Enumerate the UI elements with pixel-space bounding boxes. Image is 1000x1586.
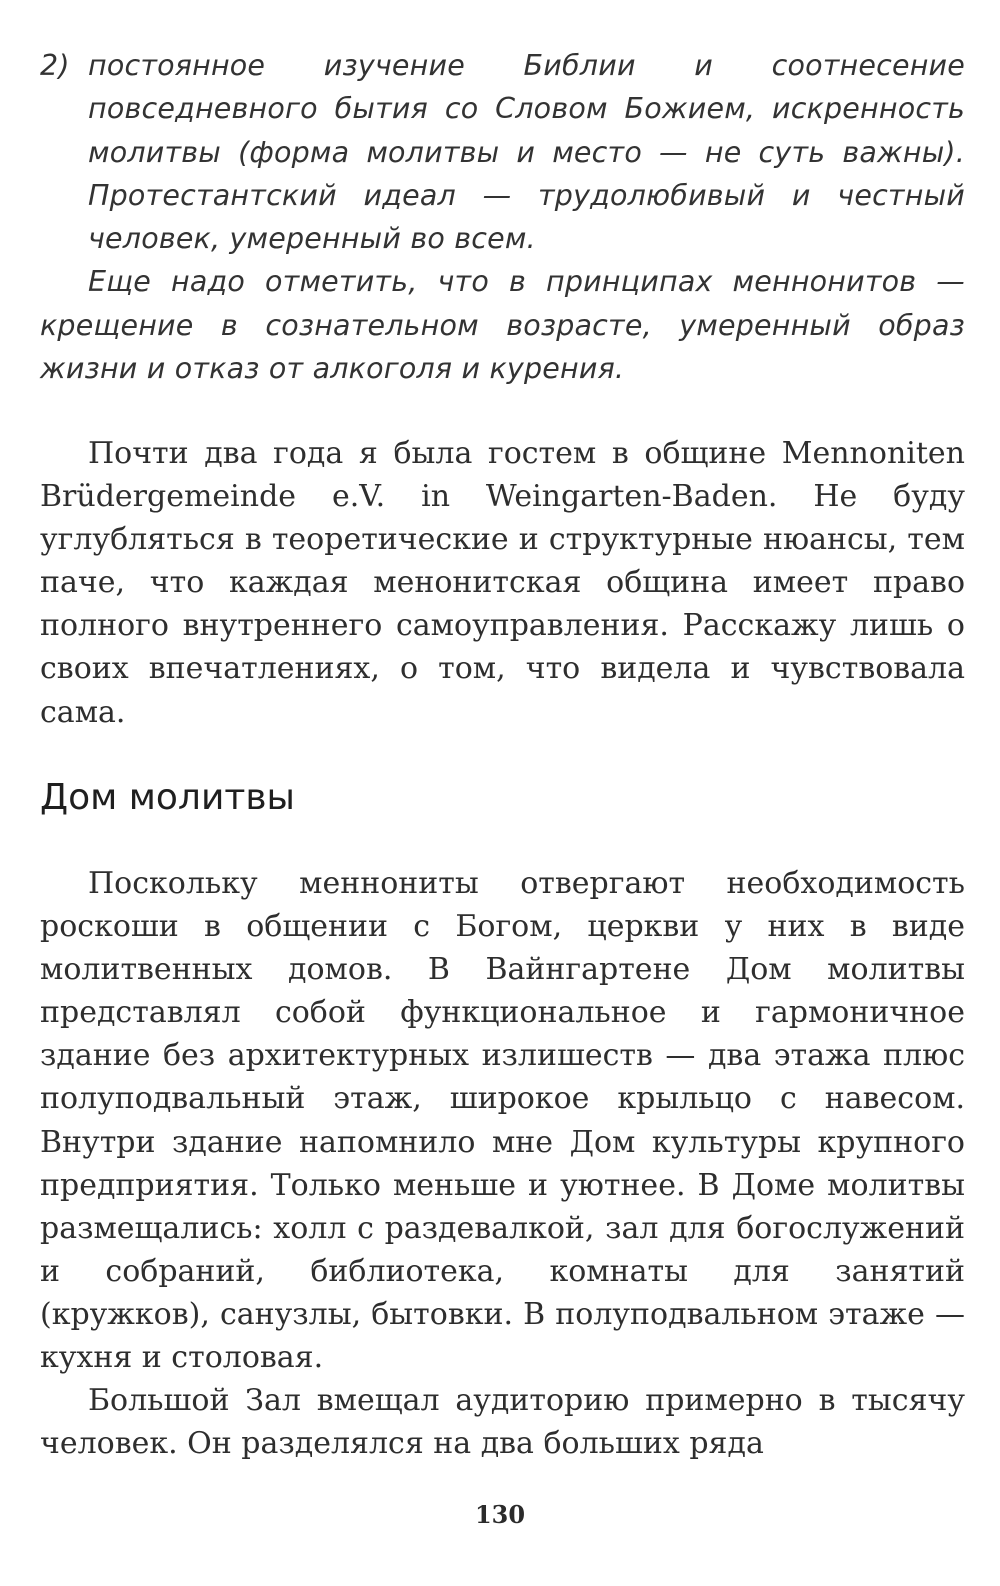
body-paragraph: Поскольку меннониты отвергают необходимость роскоши в общении с Богом, церкви у них в виде молитвенных домов. В Вайнгартене Дом молитвы представлял собой функциональное и гармоничное здание без архитектурных излишеств — два этажа плюс полуподвальный этаж, широкое крыльцо с навесом. Внутри здание напомнило мне Дом культуры крупного предприятия. Только меньше и уютнее. В Доме молитвы размещались: холл с раздевалкой, зал для богослужений и собраний, библиотека, комнаты для занятий (кружков), санузлы, бытовки. В полуподвальном этаже — кухня и столовая. [40,866,965,1376]
italic-principles-block [40,44,965,390]
list-item-text: постоянное изучение Библии и соотнесение повседневного бытия со Словом Божием, искренность молитвы (форма молитвы и место — не суть важны). Протестантский идеал — трудолюбивый и честный человек, умеренный во всем. [88,49,965,256]
section-heading: Дом молитвы [40,777,295,818]
page-number: 130 [474,1500,526,1529]
section-body [40,862,965,1465]
intro-paragraph: Почти два года я была гостем в общине Mennoniten Brüdergemeinde e.V. in Weingarten-Baden. Не буду углубляться в теоретические и структурные нюансы, тем паче, что каждая менонитская община имеет право полного внутреннего самоуправления. Расскажу лишь о своих впечатлениях, о том, что видела и чувствовала сама. [40,436,965,730]
body-paragraph: Большой Зал вмещал аудиторию примерно в тысячу человек. Он разделялся на два больших ряда [40,1383,965,1462]
numbered-list-item [40,44,965,260]
intro-paragraph-block [40,432,965,734]
list-item-number: 2) [40,49,70,82]
italic-note-paragraph: Еще надо отметить, что в принципах меннонитов — крещение в сознательном возрасте, умеренный образ жизни и отказ от алкоголя и курения. [40,265,965,386]
